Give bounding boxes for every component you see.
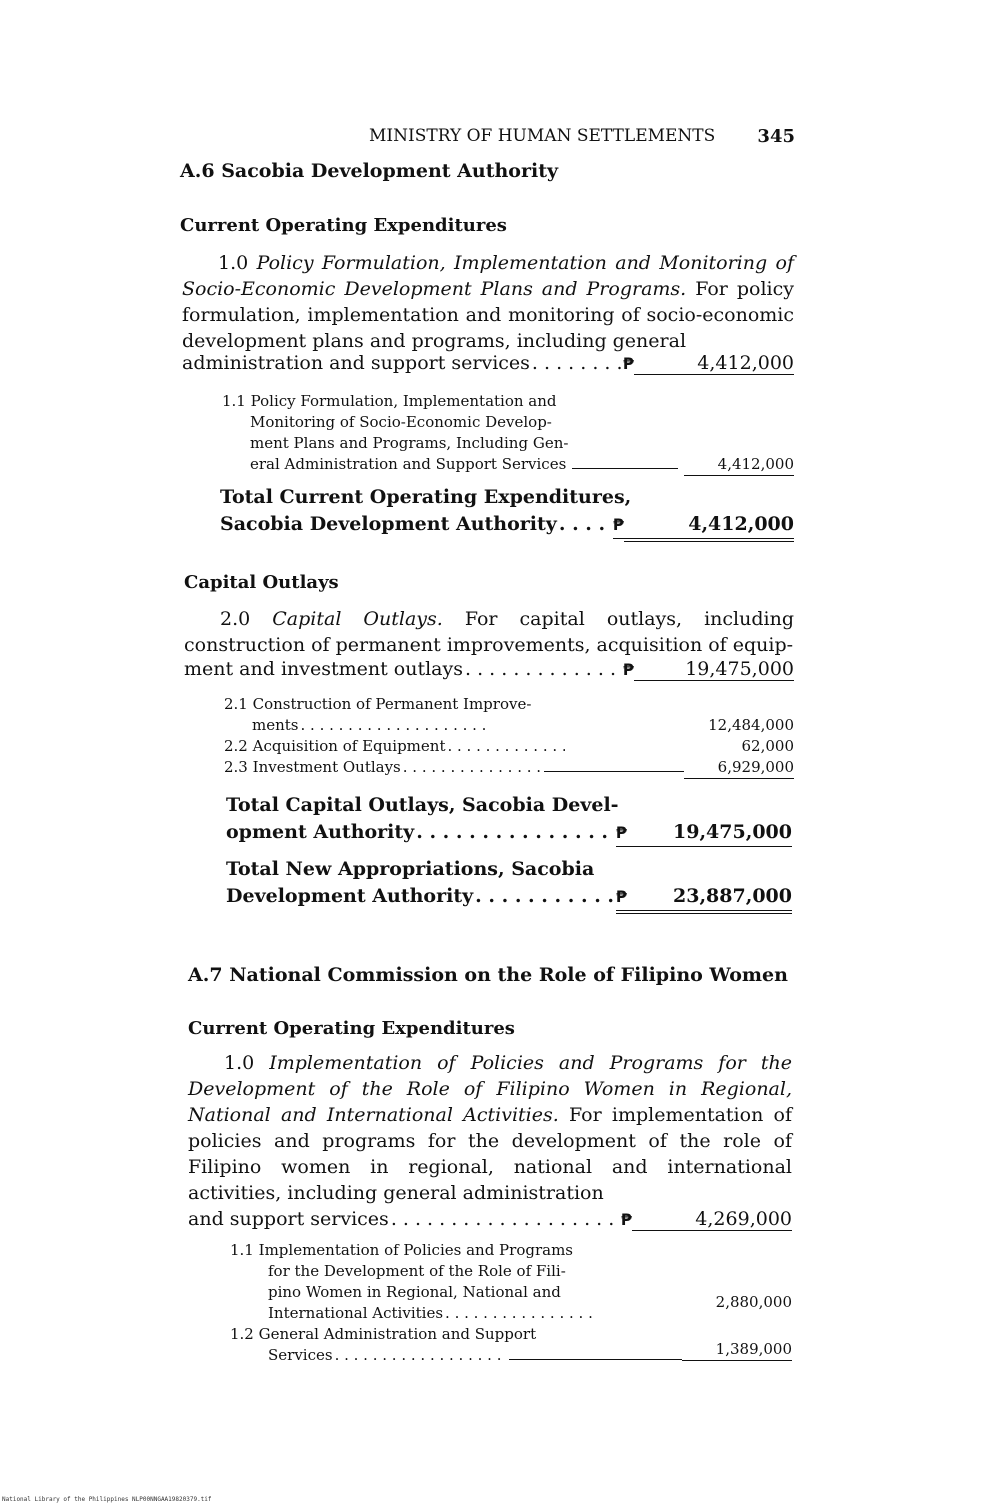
dot-leader xyxy=(445,1303,595,1324)
amount: 62,000 xyxy=(741,737,794,755)
item-line: Investment Outlays xyxy=(252,758,401,776)
item-line: pino Women in Regional, National and xyxy=(268,1283,561,1301)
item-text: For capital outlays, including construction of permanent improvements, acquisition of equip- xyxy=(184,608,794,656)
dot-leader xyxy=(559,511,611,538)
total-label: Total New Appropriations, Sacobia xyxy=(226,858,595,880)
running-title: MINISTRY OF HUMAN SETTLEMENTS xyxy=(369,126,716,146)
dot-leader xyxy=(301,715,492,736)
a7-coe-paragraph xyxy=(188,1050,792,1206)
section-heading-a7: A.7 National Commission on the Role of Filipino Women xyxy=(188,964,788,986)
a6-coe-leader-line xyxy=(182,352,794,375)
item-number: 1.1 xyxy=(222,392,246,410)
amount: 19,475,000 xyxy=(627,819,792,847)
item-text-last: administration and support services xyxy=(182,352,530,374)
a6-coe-total xyxy=(220,484,794,542)
a6-coe-paragraph xyxy=(182,250,794,354)
a6-co-items xyxy=(224,694,794,779)
item-text-last: ment and investment outlays xyxy=(184,658,463,680)
page-number: 345 xyxy=(757,126,795,147)
item-number: 1.0 xyxy=(224,1052,255,1074)
dot-leader xyxy=(532,352,621,374)
item-title: Policy Formulation, Implementation and Monitoring of Socio-Economic Development Plans and Programs. xyxy=(182,252,794,300)
total-label: Sacobia Development Authority xyxy=(220,513,557,535)
item-line: Services xyxy=(268,1346,333,1364)
item-line: ments xyxy=(252,716,299,734)
item-line: ment Plans and Programs, Including Gen- xyxy=(250,434,569,452)
item-title: Implementation of Policies and Programs for the Development of the Role of Filipino Women in Regional, National and International Activities. xyxy=(188,1052,792,1126)
scan-footer: National Library of the Philippines NLP00NNGAA19820379.tif xyxy=(2,1496,212,1503)
a7-coe-leader-line xyxy=(188,1208,792,1231)
peso-sign: ₱ xyxy=(616,819,627,847)
peso-sign: ₱ xyxy=(613,511,624,539)
item-number: 2.3 xyxy=(224,758,248,776)
amount: 1,389,000 xyxy=(682,1339,792,1361)
dot-leader xyxy=(391,1208,619,1230)
peso-sign: ₱ xyxy=(620,1210,632,1229)
item-line: eral Administration and Support Services xyxy=(250,455,567,473)
item-number: 2.1 xyxy=(224,695,248,713)
item-number: 2.2 xyxy=(224,737,248,755)
peso-sign: ₱ xyxy=(616,883,627,914)
a6-co-leader-line xyxy=(184,658,794,681)
item-line: Acquisition of Equipment xyxy=(252,737,446,755)
item-title: Capital Outlays. xyxy=(272,608,443,630)
total-label: Development Authority xyxy=(226,885,474,907)
amount: 4,412,000 xyxy=(684,454,794,476)
a7-coe-heading: Current Operating Expenditures xyxy=(188,1018,515,1039)
a6-co-paragraph xyxy=(184,606,794,658)
dot-leader xyxy=(335,1345,508,1366)
item-number: 1.2 xyxy=(230,1325,254,1343)
a6-new-appropriations-total xyxy=(226,856,792,914)
total-label: Total Capital Outlays, Sacobia Devel- xyxy=(226,794,619,816)
a6-co-total xyxy=(226,792,792,847)
amount: 6,929,000 xyxy=(684,757,794,779)
item-number: 1.0 xyxy=(218,252,249,274)
amount: 4,269,000 xyxy=(632,1208,792,1231)
item-number: 2.0 xyxy=(220,608,251,630)
peso-sign: ₱ xyxy=(622,354,634,373)
item-text-last: and support services xyxy=(188,1208,389,1230)
dot-leader xyxy=(465,658,621,680)
total-label: Total Current Operating Expenditures, xyxy=(220,486,632,508)
item-line: Construction of Permanent Improve- xyxy=(252,695,532,713)
item-text: For implementation of policies and programs for the development of the role of Filipino women in regional, national and international activities, including general administration xyxy=(188,1104,792,1204)
amount: 19,475,000 xyxy=(634,658,794,681)
a7-coe-items xyxy=(230,1240,792,1367)
a6-coe-heading: Current Operating Expenditures xyxy=(180,215,507,236)
section-heading-a6: A.6 Sacobia Development Authority xyxy=(180,160,559,182)
amount: 4,412,000 xyxy=(624,511,794,542)
item-number: 1.1 xyxy=(230,1241,254,1259)
dot-leader xyxy=(403,757,543,778)
page-header xyxy=(369,126,795,147)
dot-leader xyxy=(447,736,564,757)
amount: 2,880,000 xyxy=(715,1293,792,1311)
item-text: For policy formulation, implementation and monitoring of socio-economic development plans and programs, including general xyxy=(182,278,795,352)
item-line: Monitoring of Socio-Economic Develop- xyxy=(250,413,552,431)
item-line: Policy Formulation, Implementation and xyxy=(250,392,557,410)
amount: 4,412,000 xyxy=(634,352,794,375)
amount: 12,484,000 xyxy=(708,716,794,734)
a6-item-1-1 xyxy=(222,391,794,476)
item-line: for the Development of the Role of Fili- xyxy=(268,1262,566,1280)
a6-co-heading: Capital Outlays xyxy=(184,572,339,593)
dot-leader xyxy=(416,819,614,846)
dot-leader xyxy=(475,883,614,910)
item-line: International Activities xyxy=(268,1304,444,1322)
item-line: Implementation of Policies and Programs xyxy=(258,1241,573,1259)
peso-sign: ₱ xyxy=(622,660,634,679)
amount: 23,887,000 xyxy=(627,883,792,914)
item-line: General Administration and Support xyxy=(258,1325,537,1343)
total-label: opment Authority xyxy=(226,821,415,843)
